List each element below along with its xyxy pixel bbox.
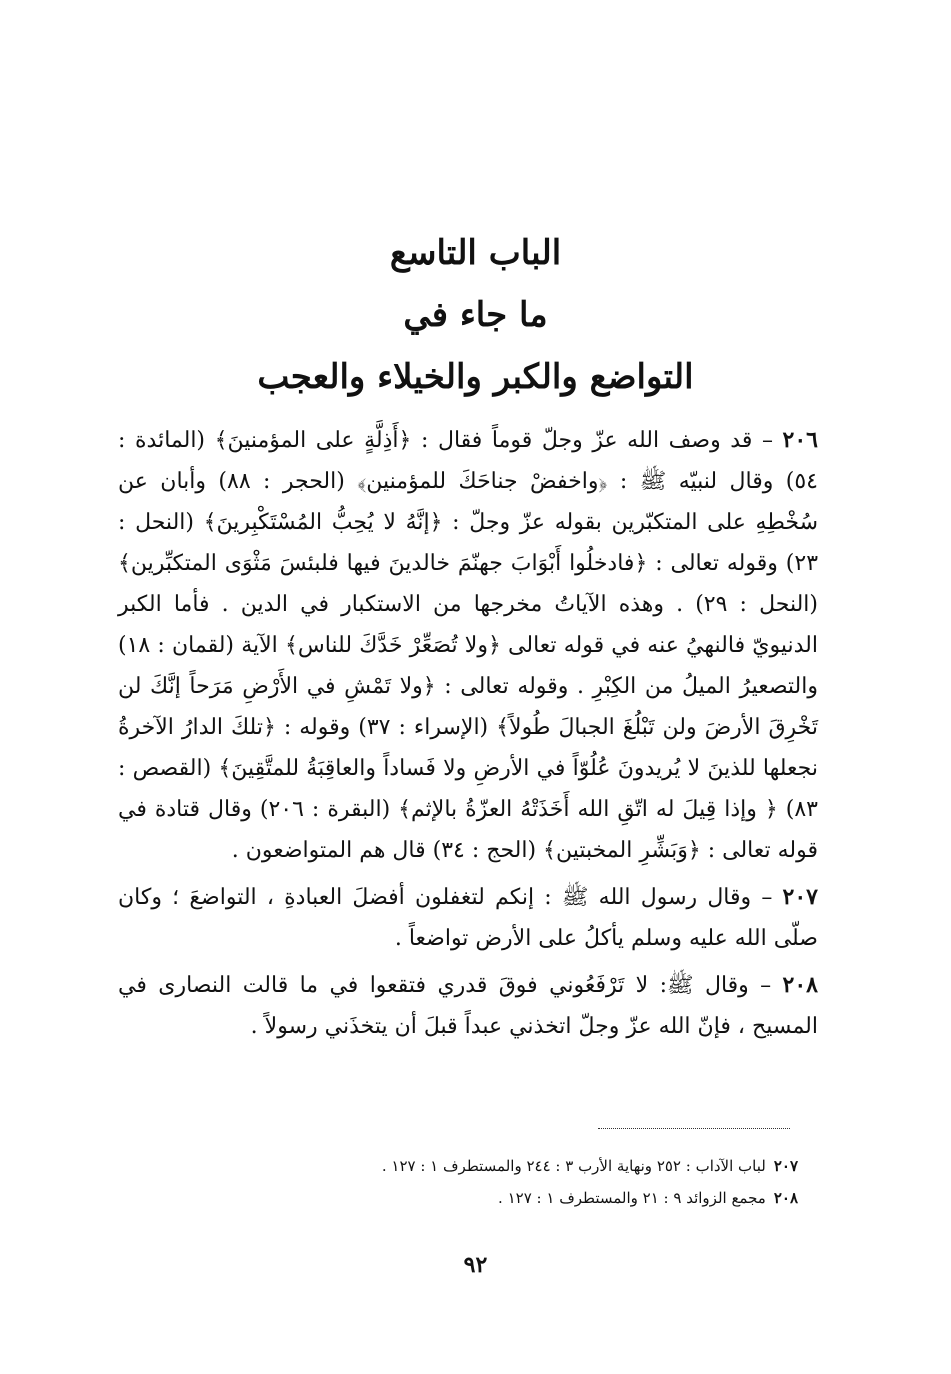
main-text [118, 420, 818, 1053]
paragraph-text: – وقال رسول الله ﷺ : إنكم لتغفلون أفضلَ العبادةِ ، التواضعَ ؛ وكان صلّى الله عليه وسلم يأكلُ على الأرض تواضعاً . [118, 885, 818, 951]
footnote-number: ٢٠٧ [773, 1157, 798, 1175]
paragraph-206 [118, 420, 818, 871]
page-number: ٩٢ [463, 1252, 488, 1278]
entry-number: ٢٠٧ [782, 884, 818, 910]
chapter-heading [0, 222, 951, 408]
footnote-number: ٢٠٨ [773, 1189, 798, 1207]
paragraph-208 [118, 965, 818, 1047]
footnotes [118, 1150, 798, 1214]
footnote-208 [118, 1182, 798, 1214]
footnote-divider [598, 1128, 790, 1129]
footnote-text: لباب الآداب : ٢٥٢ ونهاية الأرب ٣ : ٢٤٤ والمستطرف ١ : ١٢٧ . [381, 1157, 766, 1175]
chapter-subtitle: ما جاء في [403, 295, 548, 335]
paragraph-text: – وقال ﷺ: لا تَرْفَعُوني فوقَ قدري فتقعوا في ما قالت النصارى في المسيح ، فإنّ الله عزّ وجلّ اتخذني عبداً قبلَ أن يتخذَني رسولاً . [118, 973, 818, 1039]
entry-number: ٢٠٦ [782, 427, 818, 453]
paragraph-207 [118, 877, 818, 959]
chapter-title: الباب التاسع [389, 233, 562, 273]
footnote-207 [118, 1150, 798, 1182]
paragraph-text: – قد وصف الله عزّ وجلّ قوماً فقال : ﴿أَذِلَّةٍ على المؤمنينَ﴾ (المائدة : ٥٤) وقال لنبيّه ﷺ : ﴿واخفضْ جناحَكَ للمؤمنين﴾ (الحجر : ٨٨) وأبان عن سُخْطِهِ على المتكبّرين بقوله عزّ وجلّ : ﴿إنَّهُ لا يُحِبُّ المُسْتَكْبِرينَ﴾ (النحل : ٢٣) وقوله تعالى : ﴿فادخلُوا أَبْوَابَ جهنّمَ خالدينَ فيها فلبئسَ مَثْوَى المتكبِّرين﴾ (النحل : ٢٩) . وهذه الآياتُ مخرجها من الاستكبار في الدين . فأما الكبر الدنيويّ فالنهيُ عنه في قوله تعالى ﴿ولا تُصَعِّرْ خَدَّكَ للناس﴾ الآية (لقمان : ١٨) والتصعيرُ الميلُ من الكِبْرِ . وقوله تعالى : ﴿ولا تَمْشِ في الأَرْضِ مَرَحاً إنَّكَ لن تَخْرِقَ الأرضَ ولن تَبْلُغَ الجبالَ طُولاً﴾ (الإسراء : ٣٧) وقوله : ﴿تلكَ الدارُ الآخرةُ نجعلها للذينَ لا يُريدونَ عُلُوّاً في الأرضِ ولا فَساداً والعاقِبَةُ للمتَّقِينَ﴾ (القصص : ٨٣) ﴿ وإذا قِيلَ له اتّقِ الله أَخَذَتْهُ العزّةُ بالإثم﴾ (البقرة : ٢٠٦) وقال قتادة في قوله تعالى : ﴿وَبَشِّرِ المخبتين﴾ (الحج : ٣٤) قال هم المتواضعون . [118, 428, 819, 863]
chapter-topic: التواضع والكبر والخيلاء والعجب [257, 357, 694, 397]
entry-number: ٢٠٨ [782, 972, 818, 998]
footnote-text: مجمع الزوائد ٩ : ٢١ والمستطرف ١ : ١٢٧ . [498, 1189, 766, 1207]
